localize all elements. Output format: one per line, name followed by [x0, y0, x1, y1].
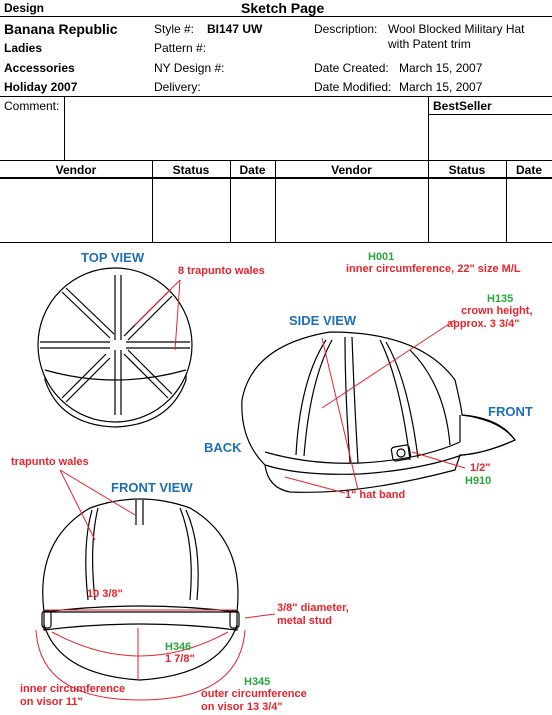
- status-header: Status: [448, 163, 486, 177]
- design-label: Design: [4, 1, 45, 15]
- front-label: FRONT: [488, 404, 533, 419]
- date-created-label: Date Created:: [314, 61, 389, 75]
- code-h910: H910: [465, 475, 492, 487]
- top-view-drawing: [38, 268, 192, 427]
- description-label: Description:: [314, 22, 378, 36]
- code-h001: H001: [368, 251, 395, 263]
- description-line2: with Patent trim: [388, 37, 471, 51]
- date-header: Date: [239, 163, 266, 177]
- style-label: Style #:: [154, 22, 195, 36]
- inner-visor-callout: inner circumference: [20, 683, 126, 695]
- inner-visor-value: on visor 11": [20, 696, 83, 708]
- date-created-value: March 15, 2007: [399, 61, 483, 75]
- hat-band-callout: 1" hat band: [345, 489, 406, 501]
- front-view-label: FRONT VIEW: [111, 480, 193, 495]
- date-modified-value: March 15, 2007: [399, 80, 483, 94]
- date-modified-label: Date Modified:: [314, 80, 392, 94]
- pattern-label: Pattern #:: [154, 41, 207, 55]
- category: Ladies: [4, 41, 43, 55]
- page-title: Sketch Page: [241, 0, 325, 16]
- status-header: Status: [172, 163, 210, 177]
- code-h345: H345: [244, 676, 271, 688]
- code-h346: H346: [165, 641, 192, 653]
- vendor-header: Vendor: [331, 163, 372, 177]
- back-label: BACK: [204, 440, 242, 455]
- bestseller-label: BestSeller: [433, 99, 492, 113]
- vendor-header: Vendor: [55, 163, 97, 177]
- brand-name: Banana Republic: [4, 21, 118, 37]
- top-view-label: TOP VIEW: [81, 250, 145, 265]
- side-view-label: SIDE VIEW: [289, 313, 357, 328]
- description-line1: Wool Blocked Military Hat: [388, 22, 525, 36]
- comment-label: Comment:: [4, 99, 60, 113]
- trapunto-8-callout: 8 trapunto wales: [178, 265, 265, 277]
- visor-depth-callout: 1 7/8": [165, 653, 195, 665]
- crown-height-callout: crown height,: [461, 305, 533, 317]
- half-inch-callout: 1/2": [470, 462, 491, 474]
- width-callout: 10 3/8": [87, 588, 123, 600]
- style-value: BI147 UW: [207, 22, 263, 36]
- ny-design-label: NY Design #:: [154, 61, 225, 75]
- code-h135: H135: [487, 293, 514, 305]
- stud-callout: 3/8" diameter,: [277, 602, 349, 614]
- delivery-label: Delivery:: [154, 80, 201, 94]
- outer-visor-value: on visor 13 3/4": [201, 701, 283, 713]
- stud-callout-line2: metal stud: [277, 615, 333, 627]
- trapunto-wales-callout: trapunto wales: [11, 456, 89, 468]
- date-header: Date: [515, 163, 542, 177]
- department: Accessories: [4, 61, 75, 75]
- front-view-drawing: [42, 499, 239, 680]
- inner-circ-callout: inner circumference, 22" size M/L: [346, 263, 521, 275]
- outer-visor-callout: outer circumference: [201, 688, 307, 700]
- crown-height-value: approx. 3 3/4": [447, 318, 520, 330]
- season: Holiday 2007: [4, 80, 78, 94]
